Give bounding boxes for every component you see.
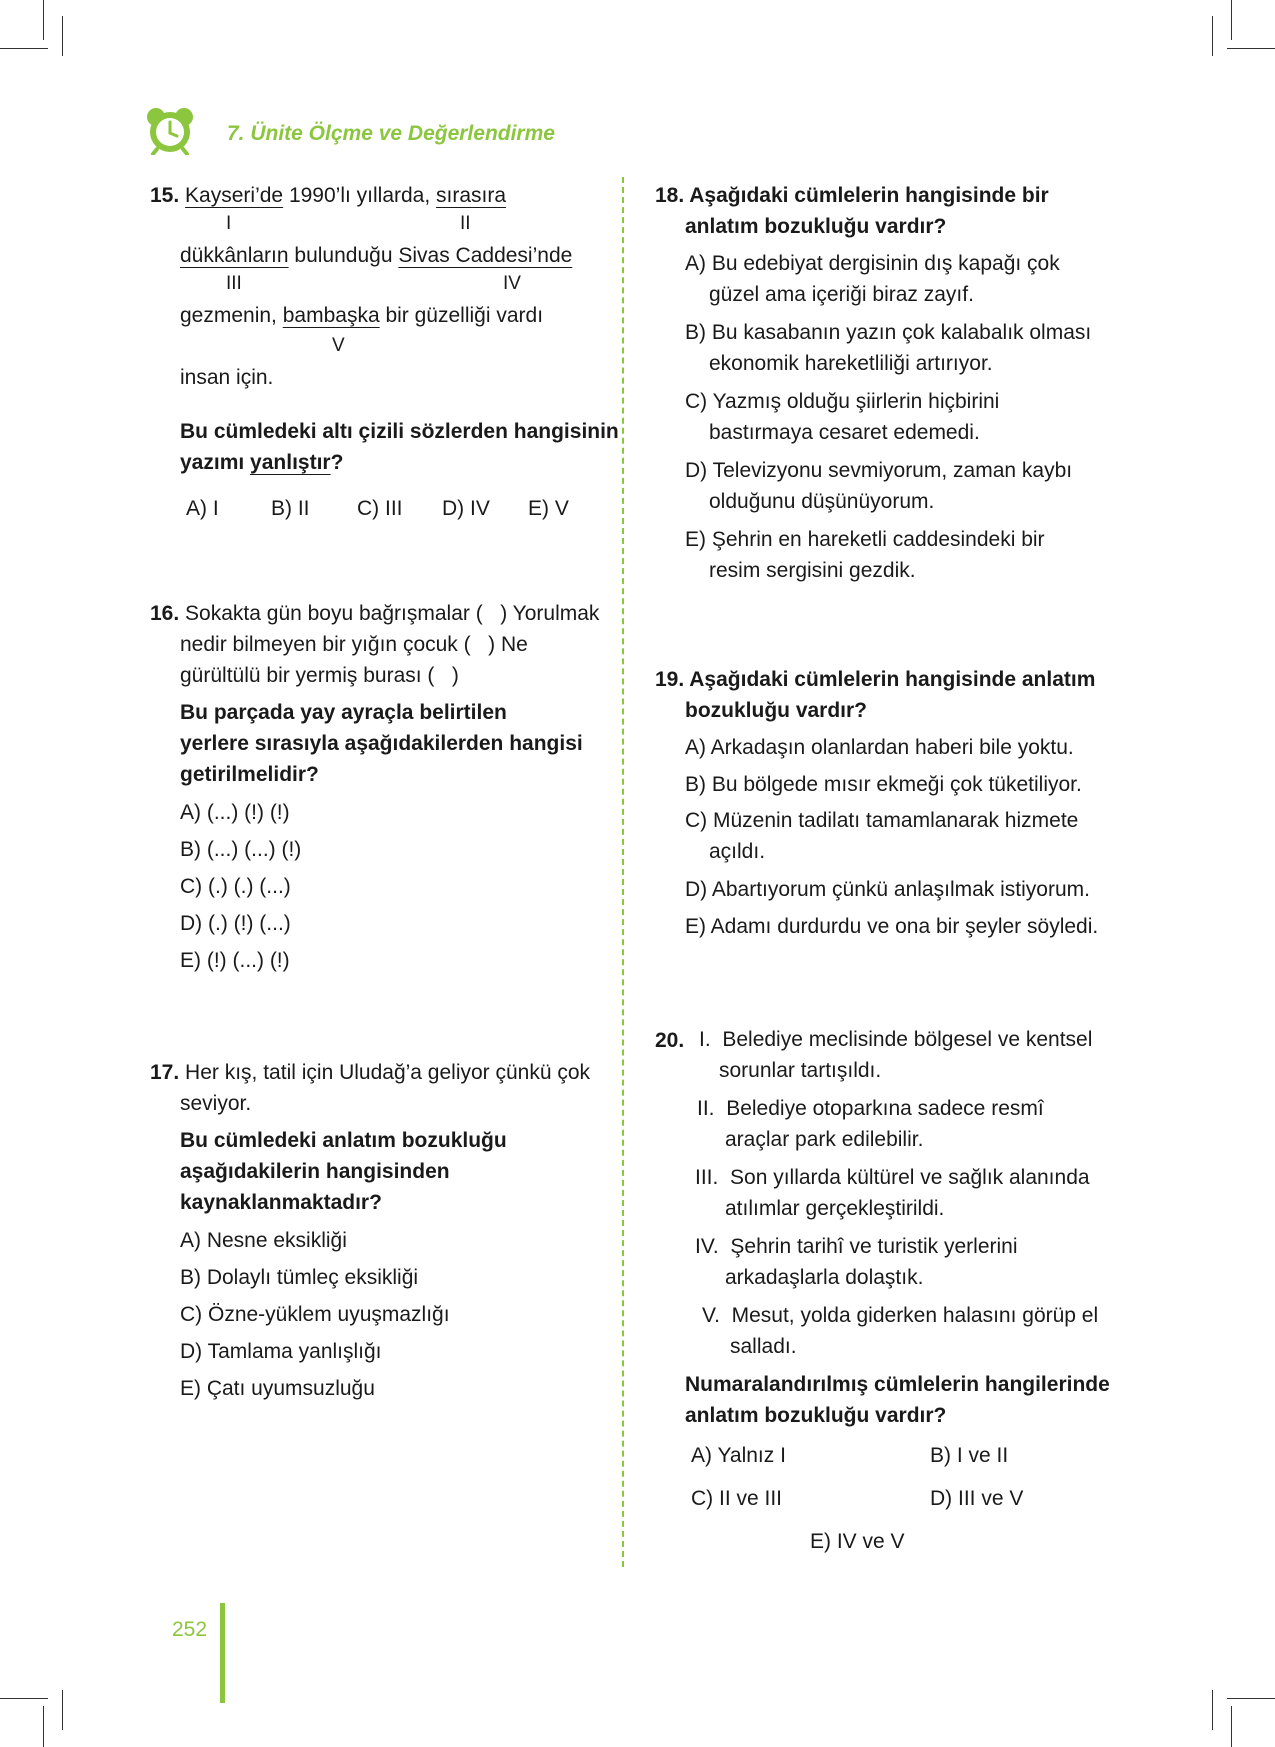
question-prompt: Bu cümledeki altı çizili sözlerden hangisinin <box>180 420 619 443</box>
option-a[interactable]: A) Yalnız I <box>691 1444 786 1467</box>
option-text: E) Şehrin en hareketli caddesindeki bir <box>685 528 1045 551</box>
underlined-word-4: Sivas Caddesi’nde <box>398 244 573 267</box>
underlined-word-1: Kayseri’de <box>185 184 284 207</box>
alarm-clock-icon <box>145 105 195 155</box>
option-c[interactable]: C) (.) (.) (...) <box>180 875 291 898</box>
option-text: resim sergisini gezdik. <box>709 559 916 582</box>
statement-text: araçlar park edilebilir. <box>725 1128 924 1151</box>
crop-mark <box>62 16 63 56</box>
option-text: açıldı. <box>709 840 766 863</box>
sentence-text: seviyor. <box>180 1092 252 1115</box>
sentence-text: bir güzelliği vardı <box>379 304 544 327</box>
question-prompt: Aşağıdaki cümlelerin hangisinde anlatım <box>689 668 1096 691</box>
question-prompt: ? <box>330 451 344 474</box>
option-text: C) Yazmış olduğu şiirlerin hiçbirini <box>685 390 1000 413</box>
option-e[interactable]: E) IV ve V <box>810 1530 905 1553</box>
crop-mark <box>1212 16 1213 56</box>
statement-number: V. <box>702 1304 720 1327</box>
option-a[interactable]: A) (...) (!) (!) <box>180 801 290 824</box>
marker-2: II <box>460 213 471 234</box>
crop-mark <box>43 1706 44 1747</box>
statement-text: Şehrin tarihî ve turistik yerlerini <box>730 1235 1018 1258</box>
question-prompt: yerlere sırasıyla aşağıdakilerden hangisi <box>180 732 583 755</box>
question-prompt: Bu parçada yay ayraçla belirtilen <box>180 701 507 724</box>
question-number: 19. <box>655 668 685 691</box>
option-b[interactable]: B) Dolaylı tümleç eksikliği <box>180 1266 419 1289</box>
underlined-word-5: bambaşka <box>282 304 380 327</box>
marker-4: IV <box>503 273 521 294</box>
option-d[interactable]: D) Abartıyorum çünkü anlaşılmak istiyorum. <box>685 878 1090 901</box>
statement-text: salladı. <box>730 1335 797 1358</box>
marker-3: III <box>226 273 242 294</box>
option-b[interactable] <box>685 317 1091 379</box>
option-d[interactable] <box>685 455 1072 517</box>
sentence-text: 1990’lı yıllarda, <box>283 184 437 207</box>
crop-mark <box>0 1698 48 1699</box>
question-prompt: anlatım bozukluğu vardır? <box>685 215 947 238</box>
underlined-word-2: sırasıra <box>436 184 507 207</box>
option-b[interactable]: B) II <box>271 497 310 520</box>
crop-mark <box>43 0 44 40</box>
option-text: C) Müzenin tadilatı tamamlanarak hizmete <box>685 809 1079 832</box>
option-c[interactable]: C) II ve III <box>691 1487 783 1510</box>
statement-text: Mesut, yolda giderken halasını görüp el <box>731 1304 1099 1327</box>
question-prompt: yazımı <box>180 451 251 474</box>
statement-4 <box>695 1231 1018 1293</box>
option-d[interactable]: D) Tamlama yanlışlığı <box>180 1340 382 1363</box>
question-keyword: yanlıştır <box>250 451 331 474</box>
option-c[interactable]: C) III <box>357 497 403 520</box>
statement-text: Son yıllarda kültürel ve sağlık alanında <box>730 1166 1090 1189</box>
marker-5: V <box>332 335 345 356</box>
question-number: 18. <box>655 184 685 207</box>
option-text: olduğunu düşünüyorum. <box>709 490 935 513</box>
option-b[interactable]: B) Bu bölgede mısır ekmeği çok tüketiliyor. <box>685 773 1082 796</box>
question-prompt: anlatım bozukluğu vardır? <box>685 1404 947 1427</box>
question-prompt: kaynaklanmaktadır? <box>180 1191 382 1214</box>
statement-text: arkadaşlarla dolaştık. <box>725 1266 924 1289</box>
passage-line: gürültülü bir yermiş burası ( ) <box>180 664 459 687</box>
sentence-text: insan için. <box>180 366 274 389</box>
option-d[interactable]: D) (.) (!) (...) <box>180 912 291 935</box>
option-text: A) Bu edebiyat dergisinin dış kapağı çok <box>685 252 1060 275</box>
option-e[interactable]: E) (!) (...) (!) <box>180 949 290 972</box>
sentence-text: gezmenin, <box>180 304 283 327</box>
statement-5 <box>702 1300 1098 1362</box>
question-number: 17. <box>150 1061 180 1084</box>
option-d[interactable]: D) III ve V <box>930 1487 1024 1510</box>
question-number: 16. <box>150 602 180 625</box>
crop-mark <box>1227 1698 1275 1699</box>
statement-text: atılımlar gerçekleştirildi. <box>725 1197 945 1220</box>
option-d[interactable]: D) IV <box>442 497 490 520</box>
statement-text: Belediye otoparkına sadece resmî <box>726 1097 1044 1120</box>
question-prompt: aşağıdakilerin hangisinden <box>180 1160 450 1183</box>
statement-2 <box>697 1093 1044 1155</box>
crop-mark <box>1231 0 1232 40</box>
option-a[interactable] <box>685 248 1060 310</box>
crop-mark <box>0 48 48 49</box>
crop-mark <box>1227 48 1275 49</box>
question-number: 20. <box>655 1029 685 1052</box>
option-text: bastırmaya cesaret edemedi. <box>709 421 980 444</box>
statement-3 <box>695 1162 1090 1224</box>
crop-mark <box>1212 1690 1213 1730</box>
page-title: 7. Ünite Ölçme ve Değerlendirme <box>227 122 555 145</box>
option-text: D) Televizyonu sevmiyorum, zaman kaybı <box>685 459 1073 482</box>
crop-mark <box>62 1690 63 1730</box>
statement-number: II. <box>697 1097 715 1120</box>
option-e[interactable]: E) Adamı durdurdu ve ona bir şeyler söyledi. <box>685 915 1099 938</box>
statement-number: I. <box>699 1028 711 1051</box>
column-divider <box>622 177 624 1567</box>
passage-line: nedir bilmeyen bir yığın çocuk ( ) Ne <box>180 633 528 656</box>
option-c[interactable]: C) Özne-yüklem uyuşmazlığı <box>180 1303 450 1326</box>
question-number: 15. <box>150 184 180 207</box>
sentence-text: bulunduğu <box>288 244 399 267</box>
option-b[interactable]: B) I ve II <box>930 1444 1009 1467</box>
statement-number: III. <box>695 1166 719 1189</box>
question-prompt: Numaralandırılmış cümlelerin hangilerinde <box>685 1373 1110 1396</box>
page-number: 252 <box>172 1618 208 1641</box>
marker-1: I <box>226 213 232 234</box>
option-a[interactable]: A) Arkadaşın olanlardan haberi bile yoktu. <box>685 736 1074 759</box>
option-text: B) Bu kasabanın yazın çok kalabalık olması <box>685 321 1092 344</box>
statement-number: IV. <box>695 1235 719 1258</box>
option-e[interactable]: E) V <box>528 497 569 520</box>
option-c[interactable] <box>685 805 1078 867</box>
option-a[interactable]: A) I <box>186 497 219 520</box>
option-a[interactable]: A) Nesne eksikliği <box>180 1229 347 1252</box>
statement-text: Belediye meclisinde bölgesel ve kentsel <box>722 1028 1093 1051</box>
option-text: güzel ama içeriği biraz zayıf. <box>709 283 974 306</box>
crop-mark <box>1231 1706 1232 1747</box>
question-prompt: Bu cümledeki anlatım bozukluğu <box>180 1129 507 1152</box>
sentence-text: Her kış, tatil için Uludağ’a geliyor çünkü çok <box>185 1061 591 1084</box>
statement-1 <box>699 1024 1092 1086</box>
option-text: ekonomik hareketliliği artırıyor. <box>709 352 993 375</box>
option-b[interactable]: B) (...) (...) (!) <box>180 838 302 861</box>
option-e[interactable]: E) Çatı uyumsuzluğu <box>180 1377 375 1400</box>
underlined-word-3: dükkânların <box>180 244 289 267</box>
page-number-bar <box>220 1603 225 1703</box>
question-prompt: bozukluğu vardır? <box>685 699 868 722</box>
question-prompt: getirilmelidir? <box>180 763 319 786</box>
statement-text: sorunlar tartışıldı. <box>719 1059 882 1082</box>
question-prompt: Aşağıdaki cümlelerin hangisinde bir <box>689 184 1049 207</box>
option-e[interactable] <box>685 524 1045 586</box>
option-c[interactable] <box>685 386 999 448</box>
passage-line: Sokakta gün boyu bağrışmalar ( ) Yorulmak <box>185 602 600 625</box>
